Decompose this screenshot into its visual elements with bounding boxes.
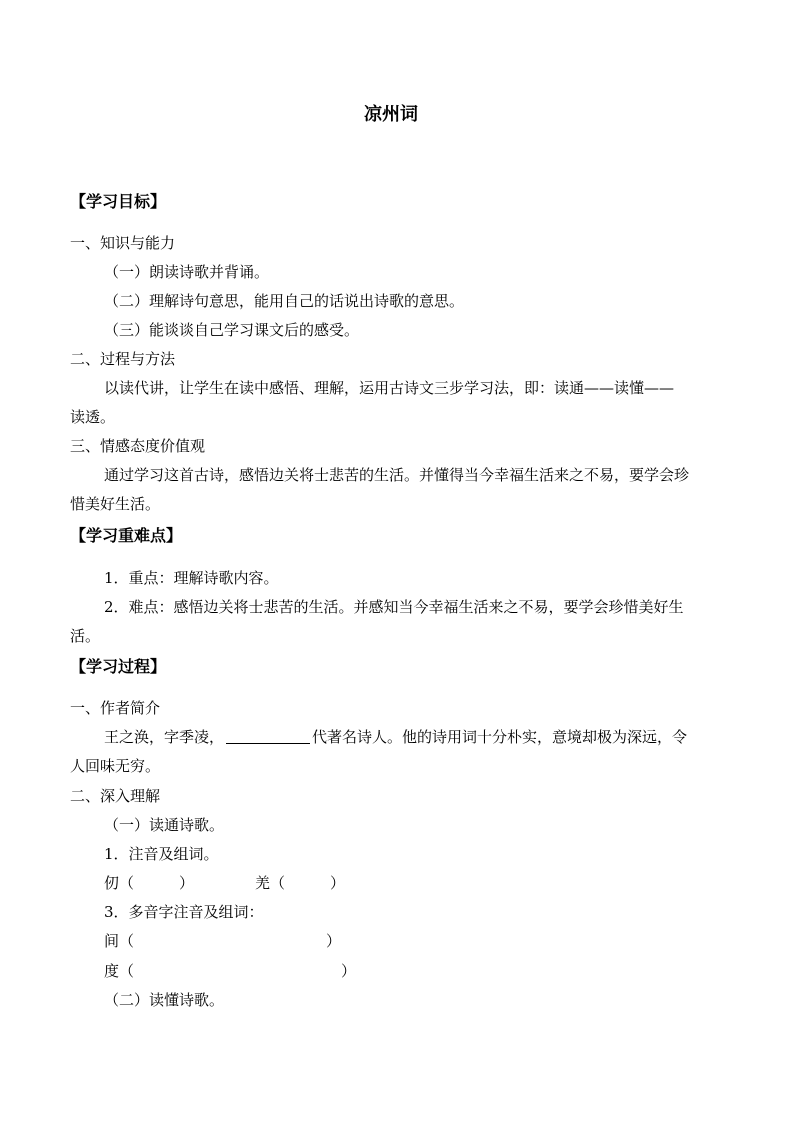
- question-1-item-b[interactable]: 羌（ ）: [255, 874, 346, 892]
- author-text-before-blank: 王之涣，字季凌，: [104, 728, 225, 746]
- section-heading-goals: 【学习目标】: [70, 192, 167, 211]
- page-title: 凉州词: [364, 104, 418, 125]
- author-text-after-blank: 代著名诗人。他的诗用词十分朴实，意境却极为深远，令: [312, 728, 688, 746]
- goals-paragraph-3-line-2: 惜美好生活。: [70, 495, 161, 513]
- goals-paragraph-2-line-2: 读透。: [70, 408, 116, 426]
- question-3: 3．多音字注音及组词：: [104, 903, 264, 921]
- goals-paragraph-2-line-1: 以读代讲，让学生在读中感悟、理解，运用古诗文三步学习法，即：读通——读懂——: [104, 379, 675, 397]
- key-point-1: 1．重点：理解诗歌内容。: [104, 569, 279, 587]
- goals-heading-2: 二、过程与方法: [70, 350, 176, 368]
- question-3-item-a-close: ）: [326, 932, 342, 950]
- question-3-item-a-open[interactable]: 间（: [104, 932, 135, 950]
- section-heading-key-points: 【学习重难点】: [70, 526, 183, 545]
- dynasty-blank[interactable]: [226, 729, 310, 744]
- question-1: 1．注音及组词。: [104, 845, 219, 863]
- process-heading-2: 二、深入理解: [70, 787, 161, 805]
- author-line-2: 人回味无穷。: [70, 757, 161, 775]
- goals-paragraph-3-line-1: 通过学习这首古诗，感悟边关将士悲苦的生活。并懂得当今幸福生活来之不易，要学会珍: [104, 466, 690, 484]
- subheading-read-through: （一）读通诗歌。: [104, 816, 225, 834]
- question-3-item-b-close: ）: [341, 962, 357, 980]
- goals-item-3: （三）能谈谈自己学习课文后的感受。: [104, 321, 360, 339]
- process-heading-1: 一、作者简介: [70, 699, 161, 717]
- key-point-2-line-2: 活。: [70, 627, 101, 645]
- author-line-1: [104, 727, 687, 747]
- goals-heading-1: 一、知识与能力: [70, 234, 176, 252]
- goals-heading-3: 三、情感态度价值观: [70, 437, 206, 455]
- question-3-item-b-open[interactable]: 度（: [104, 962, 135, 980]
- key-point-2-line-1: 2．难点：感悟边关将士悲苦的生活。并感知当今幸福生活来之不易，要学会珍惜美好生: [104, 598, 684, 616]
- subheading-understand: （二）读懂诗歌。: [104, 991, 225, 1009]
- goals-item-1: （一）朗读诗歌并背诵。: [104, 263, 270, 281]
- section-heading-process: 【学习过程】: [70, 657, 167, 676]
- goals-item-2: （二）理解诗句意思，能用自己的话说出诗歌的意思。: [104, 292, 465, 310]
- question-1-item-a[interactable]: 仞（ ）: [104, 874, 195, 892]
